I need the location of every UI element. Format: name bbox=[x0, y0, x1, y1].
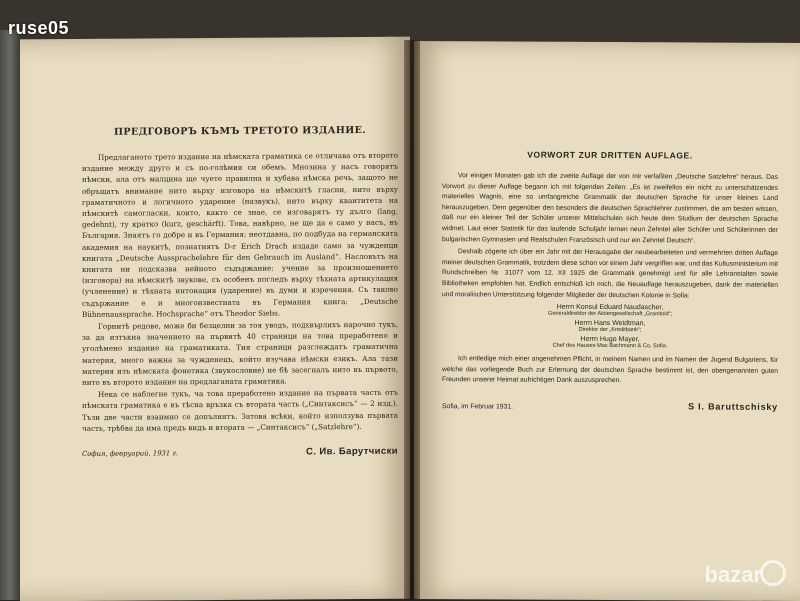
watermark-top-left: ruse05 bbox=[8, 18, 70, 38]
left-author: С. Ив. Барутчиски bbox=[306, 445, 398, 458]
right-paragraph: Vor einigen Monaten gab ich die zweite Auflage der von mir verfaßten „Deutsche Satzlehre“ heraus. Das Vorwort zu dieser Auflage begann ich mit folgenden Zeilen: „Es ist zweifellos ein nicht zu unterschätzendes materielles Wagnis, eine so umfangreiche Grammatik der deutschen Sprache für unser kleines Land herauszugeben. Dem gegenüber den besonders die deutschen Sprachlehrer zustimmen, die am besten wissen, daß nur ein kleiner Teil der Schüler unserer Mittelschulen sich heute dem Studium der deutschen Sprache widmet. Laut einer Statistik für das laufende Schuljahr lernen neun Zehntel aller Schüler und Schülerinnen der bulgarischen Gymnasien und Realschulen Französisch und nur ein Zehntel Deutsch“. bbox=[442, 172, 778, 245]
sponsor-role: Direktor der „Kreditbank“; bbox=[578, 326, 642, 334]
sponsor-entry bbox=[442, 319, 778, 334]
right-paragraph: Deshalb zögerte ich über ein Jahr mit der Herausgabe der neubearbeiteten und vermehrten dritten Auflage meiner deutschen Grammatik, trotzdem diese schon vor einem Jahr vergriffen war, und das Kultusministerium mit Rundschreiben № 31077 vom 12. XII 1925 die Grammatik genehmigt und für alle Lehranstalten sowie Bibliotheken empfohlen hat. Endlich entschloß ich mich, die Neuauflage herauszugeben, dank der materiellen und moralischen Unterstützung folgender Mitglieder der deutschen Kolonie in Sofia: bbox=[442, 248, 778, 299]
sponsor-name: Herrn Hans Weidtman, bbox=[574, 319, 646, 328]
right-date: Sofia, im Februar 1931. bbox=[442, 403, 514, 411]
book-gutter bbox=[404, 40, 420, 600]
watermark-bottom-right: bazar bbox=[704, 562, 762, 587]
left-signature-row bbox=[82, 446, 398, 459]
sponsor-entry bbox=[442, 303, 778, 318]
right-closing-paragraph: Ich entledige mich einer angenehmen Pflicht, in meinem Namen und im Namen der Jugend Bulgariens, für welche das vorliegende Buch zur Erlernung der deutschen Sprache bestimmt ist, den obengenannten guten Freunden unserer Heimat aufrichtigen Dank auszusprechen. bbox=[442, 355, 778, 385]
sponsor-role: Generaldirektor der Aktiengesellschaft „Granitoid“; bbox=[547, 310, 673, 318]
left-paragraph: Горнитѣ редове, може би безцелни за тоя уводъ, подхвърлихъ нарочно тукъ, за да изтъкна значението на първитѣ 40 страници на това преработено и уголѣмено издание на граматиката. Тия страници разглеждатъ граматична материя, много важна за чужденецъ, който изучава нѣмски езикъ. Ала тази материя изъ нѣмската фонетика (звукословие) не бѣ засегналъ нито въ първото, нито въ второто издание на предлаганата граматика. bbox=[82, 319, 398, 387]
watermark-logo-icon bbox=[760, 560, 786, 586]
left-paragraph: Нека се наблегне тукъ, ча това преработено издание на първата часть отъ нѣмската граматика е въ тѣсна връзка съ втората часть („Синтаксисъ“ — 2 изд.). Тъзи две части взаимно се допълнятъ. Затова всѣки, който използува първата часть, трѣбва да има предъ видъ и втората — „Синтаксисъ“ („Satzlehre“). bbox=[82, 387, 398, 433]
sponsor-name: Herrn Hugo Mayer, bbox=[580, 335, 640, 344]
left-date: София, февруарий, 1931 г. bbox=[82, 449, 178, 459]
sponsor-entry bbox=[442, 335, 778, 350]
sponsor-name: Herrn Konsul Eduard Naudascher, bbox=[556, 303, 664, 312]
left-page-title: ПРЕДГОВОРЪ КЪМЪ ТРЕТОТО ИЗДАНИЕ. bbox=[114, 124, 366, 138]
right-page bbox=[414, 41, 800, 601]
sponsor-role: Chef des Hauses Max Bachmann & Co, Sofia. bbox=[552, 342, 668, 350]
left-page bbox=[20, 37, 410, 601]
right-author: S I. Baruttschisky bbox=[688, 401, 778, 412]
left-paragraph: Предлаганото трето издание на нѣмската граматика се отличава отъ второто издание между друго и съ по-голѣмия си обемъ. Мнозина у насъ говорятъ нѣмски, ала отъ малцина ще чуете правилна и хубава нѣмска речь, защото не обръщатъ внимание нито върху изговора на нѣмскитѣ гласни, нито върху граматичното и логичното ударение (назвукъ), нито върху квантитета на нѣмскитѣ самогласки, които, както се знае, се изговарятъ ту дълго (lang, gedehnt), ту кратко (kurz, geschärft). Това, навѣрно, не ще да е само у насъ, въ България. Знаятъ го добре и въ Германия: неотдавна, по подбуда на германската академия на наукитѣ, познатиятъ D-r Erich Drach издаде само за чужденци книгата „Deutsche Aussprachelehre für den Gebrauch im Ausland“. Насловътъ на книгата ни подсказва нейното съдържание: учение за произношението (изговора) на нѣмскитѣ звукове, съ особенъ погледъ върху тѣхната артикулация (учленение) и тѣхната интонация (ударение) въ думи и изречения. Съ таково съдържание е и многоизвестната въ Германия книга: „Deutsche Bühnenaussprache. Hochsprache“ отъ Theodor Siebs. bbox=[82, 150, 398, 319]
left-page-text-block bbox=[82, 125, 398, 459]
right-page-text-block bbox=[442, 149, 778, 412]
right-signature-row bbox=[442, 400, 778, 412]
book-spine bbox=[0, 30, 20, 600]
right-page-title: VORWORT ZUR DRITTEN AUFLAGE. bbox=[527, 149, 693, 161]
